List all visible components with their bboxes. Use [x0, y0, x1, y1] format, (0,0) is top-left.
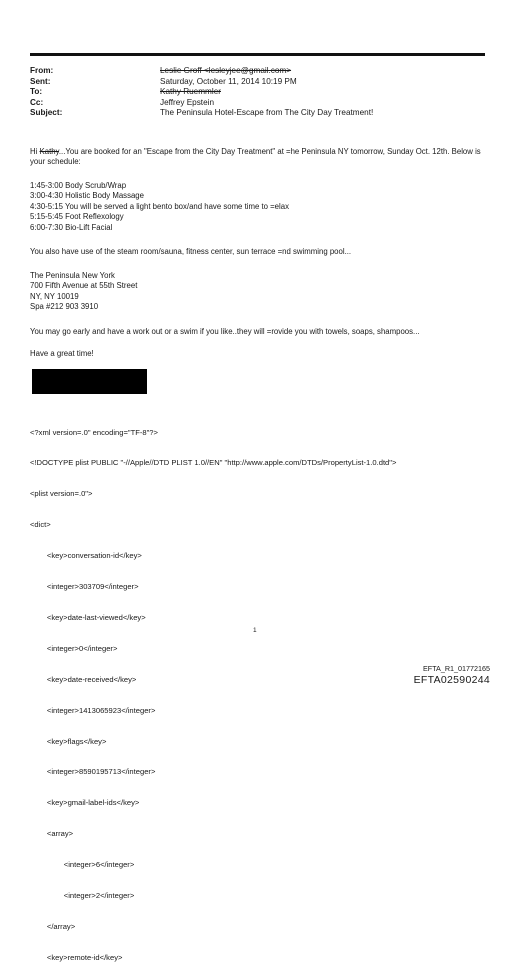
subject-value: The Peninsula Hotel-Escape from The City Day Treatment! — [160, 108, 374, 118]
xml-line: <integer>303709</integer> — [30, 582, 139, 592]
schedule-item: 3:00-4:30 Holistic Body Massage — [30, 191, 144, 201]
from-value-text: Leslie Groff <lesleyjee@gmail.com> — [160, 66, 292, 75]
to-value-text: Kathy Ruemmler — [160, 87, 221, 97]
xml-line: <array> — [30, 829, 74, 839]
xml-block — [30, 407, 490, 973]
bates-number-2: EFTA02590244 — [413, 674, 490, 686]
from-row — [30, 66, 490, 77]
cc-row — [30, 98, 490, 109]
schedule-item: 4:30-5:15 You will be served a light bento box/and have some time to =elax — [30, 201, 289, 211]
xml-line: <key>flags</key> — [30, 736, 107, 746]
xml-line: <key>date-received</key> — [30, 674, 137, 684]
xml-line: <key>gmail-label-ids</key> — [30, 798, 140, 808]
greeting-rest: ...You are booked for an "Escape from the City Day Treatment" at =he Peninsula NY tomorrow, Sunday Oct. 12th. Below is your schedule: — [30, 147, 481, 167]
from-value — [160, 66, 490, 77]
address-line: The Peninsula New York — [30, 271, 115, 280]
sent-value: Saturday, October 11, 2014 10:19 PM — [160, 76, 297, 86]
cc-value: Jeffrey Epstein — [160, 97, 215, 107]
cc-label: Cc: — [30, 97, 44, 107]
closing-text: Have a great time! — [30, 349, 94, 358]
greeting-hi: Hi — [30, 147, 40, 156]
xml-line: <dict> — [30, 520, 51, 530]
address-block — [30, 271, 485, 313]
to-value — [160, 87, 490, 98]
schedule-item: 6:00-7:30 Bio-Lift Facial — [30, 222, 113, 232]
sent-label: Sent: — [30, 76, 51, 86]
address-line: 700 Fifth Avenue at 55th Street — [30, 281, 138, 291]
bates-number-1: EFTA_R1_01772165 — [423, 664, 490, 673]
xml-line: <integer>6</integer> — [30, 860, 135, 870]
amenities-text: You also have use of the steam room/sauna, fitness center, sun terrace =nd swimming pool... — [30, 247, 352, 256]
schedule-item: 5:15-5:45 Foot Reflexology — [30, 212, 124, 222]
email-header — [30, 66, 490, 119]
closing-paragraph — [30, 349, 485, 359]
early-text: You may go early and have a work out or a swim if you like..they will =rovide you with towels, soaps, shampoos... — [30, 327, 420, 336]
redaction-box — [32, 369, 147, 394]
subject-label: Subject: — [30, 108, 63, 118]
xml-line: </array> — [30, 921, 76, 931]
greeting-paragraph — [30, 147, 485, 168]
xml-line: <?xml version=.0" encoding="TF-8"?> — [30, 427, 158, 437]
to-row — [30, 87, 490, 98]
schedule-item: 1:45-3:00 Body Scrub/Wrap — [30, 181, 127, 190]
schedule-list — [30, 181, 485, 233]
address-line: NY, NY 10019 — [30, 291, 79, 301]
from-label: From: — [30, 66, 54, 75]
address-line: Spa #212 903 3910 — [30, 302, 99, 312]
xml-line: <plist version=.0"> — [30, 489, 93, 499]
amenities-paragraph — [30, 247, 485, 257]
early-paragraph — [30, 327, 485, 337]
xml-line: <integer>2</integer> — [30, 890, 135, 900]
header-rule — [30, 53, 485, 56]
xml-line: <key>conversation-id</key> — [30, 551, 142, 561]
xml-line: <key>remote-id</key> — [30, 952, 123, 962]
xml-line: <integer>0</integer> — [30, 643, 118, 653]
xml-line: <!DOCTYPE plist PUBLIC "-//Apple//DTD PLIST 1.0//EN" "http://www.apple.com/DTDs/PropertyList-1.0.dtd"> — [30, 458, 397, 468]
sent-row — [30, 77, 490, 88]
subject-row — [30, 108, 490, 119]
to-label: To: — [30, 87, 43, 97]
xml-line: <key>date-last-viewed</key> — [30, 612, 146, 622]
xml-line: <integer>8590195713</integer> — [30, 767, 156, 777]
xml-line: <integer>1413065923</integer> — [30, 705, 156, 715]
greeting-name: Kathy — [39, 147, 59, 156]
page-number: 1 — [253, 627, 257, 634]
